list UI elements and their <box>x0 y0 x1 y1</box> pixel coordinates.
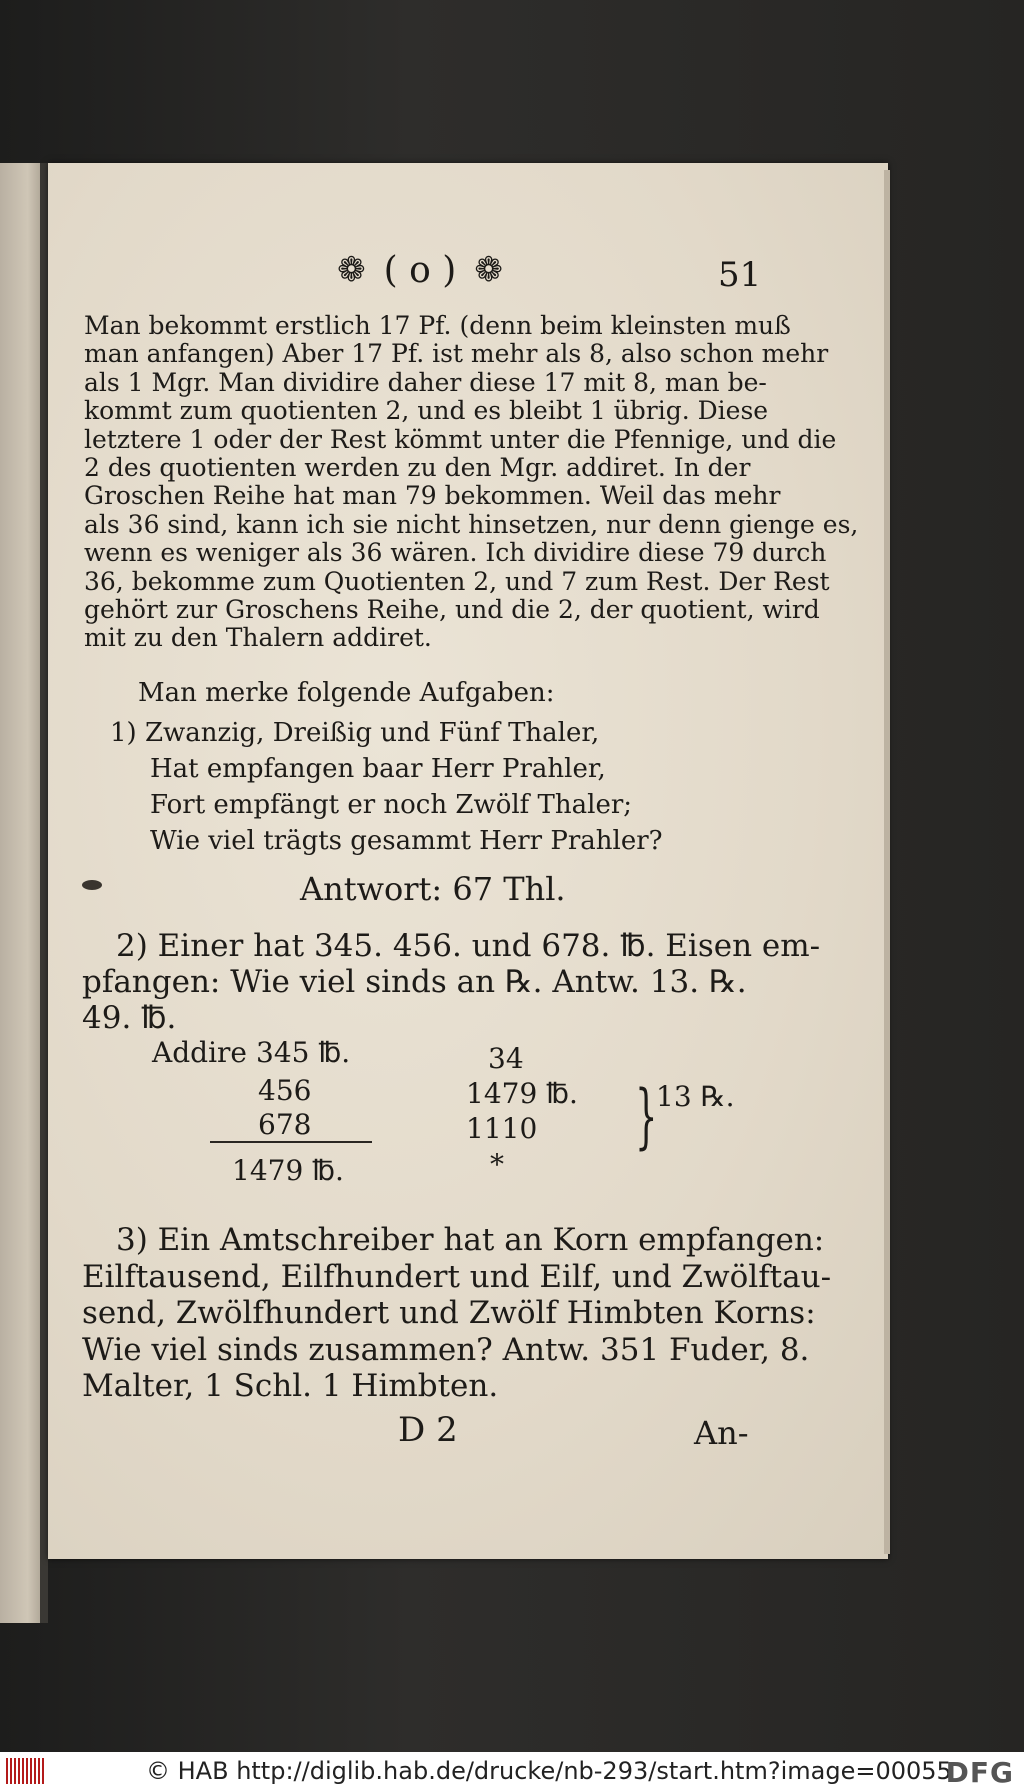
text-line: Groschen Reihe hat man 79 bekommen. Weil das mehr <box>84 481 781 511</box>
division-result: 13 ℞. <box>656 1080 735 1113</box>
paragraph-1 <box>84 311 859 653</box>
division-bottom: 1110 <box>466 1112 538 1145</box>
division-mark: * <box>490 1148 504 1181</box>
calc-addend: 456 <box>258 1074 312 1107</box>
answer-1: Antwort: 67 Thl. <box>300 870 566 908</box>
paragraph-3 <box>82 1222 832 1405</box>
verse-line: Fort empfängt er noch Zwölf Thaler; <box>150 790 633 820</box>
text-line: 2 des quotienten werden zu den Mgr. addiret. In der <box>84 453 751 483</box>
ornament-left-icon: ❁ <box>337 250 366 290</box>
page-edge <box>884 170 890 1554</box>
sum-rule <box>210 1141 372 1143</box>
footer-bar <box>0 1752 1024 1789</box>
header-label: ( o ) <box>383 249 457 291</box>
text-line: Wie viel sinds zusammen? Antw. 351 Fuder, 8. <box>82 1331 810 1368</box>
division-mid: 1479 ℔. <box>466 1077 578 1110</box>
text-line: Eilftausend, Eilfhundert und Eilf, und Zwölftau- <box>82 1258 832 1295</box>
brace: } <box>635 1075 658 1157</box>
dfg-logo: DFG <box>945 1756 1014 1789</box>
text-line: Malter, 1 Schl. 1 Himbten. <box>82 1368 499 1404</box>
verse-line: Hat empfangen baar Herr Prahler, <box>150 754 606 784</box>
running-header <box>270 245 570 295</box>
verse-line: Wie viel trägts gesammt Herr Prahler? <box>150 826 663 856</box>
catchword: An- <box>694 1414 749 1452</box>
text-line: letztere 1 oder der Rest kömmt unter die Pfennige, und die <box>84 424 837 454</box>
text-line: Man bekommt erstlich 17 Pf. (denn beim kleinsten muß <box>84 311 791 340</box>
text-line: kommt zum quotienten 2, und es bleibt 1 übrig. Diese <box>84 396 769 426</box>
paragraph-2 <box>82 928 821 1036</box>
text-line: wenn es weniger als 36 wären. Ich dividire diese 79 durch <box>84 538 827 568</box>
footer-url[interactable]: © HAB http://diglib.hab.de/drucke/nb-293/start.htm?image=00055 <box>146 1756 952 1785</box>
signature-mark: D 2 <box>398 1410 458 1450</box>
page-number: 51 <box>718 255 762 295</box>
text-line: 49. ℔. <box>82 1000 177 1036</box>
calc-addend: 345 ℔. <box>256 1036 351 1069</box>
text-line: mit zu den Thalern addiret. <box>84 623 432 653</box>
text-line: als 36 sind, kann ich sie nicht hinsetzen, nur denn gienge es, <box>84 509 859 539</box>
intro-line: Man merke folgende Aufgaben: <box>138 678 555 708</box>
text-line: 3) Ein Amtschreiber hat an Korn empfangen: <box>116 1222 825 1258</box>
text-line: send, Zwölfhundert und Zwölf Himbten Korns: <box>82 1295 816 1331</box>
text-line: 2) Einer hat 345. 456. und 678. ℔. Eisen em- <box>116 928 821 964</box>
text-line: man anfangen) Aber 17 Pf. ist mehr als 8, also schon mehr <box>84 339 829 369</box>
ink-mark <box>82 880 102 890</box>
library-logo-icon <box>6 1758 46 1784</box>
calc-total: 1479 ℔. <box>232 1154 344 1187</box>
ornament-right-icon: ❁ <box>474 250 503 290</box>
text-line: gehört zur Groschens Reihe, und die 2, der quotient, wird <box>84 595 820 625</box>
text-line: pfangen: Wie viel sinds an ℞. Antw. 13. ℞. <box>82 964 747 1000</box>
verse-line: 1) Zwanzig, Dreißig und Fünf Thaler, <box>110 718 600 748</box>
calc-addend: 678 <box>258 1108 312 1141</box>
division-top: 34 <box>488 1042 524 1075</box>
calc-label: Addire <box>152 1036 247 1069</box>
text-line: 36, bekomme zum Quotienten 2, und 7 zum Rest. Der Rest <box>84 566 830 596</box>
binding-gutter <box>40 163 48 1623</box>
text-line: als 1 Mgr. Man dividire daher diese 17 mit 8, man be- <box>84 367 767 397</box>
